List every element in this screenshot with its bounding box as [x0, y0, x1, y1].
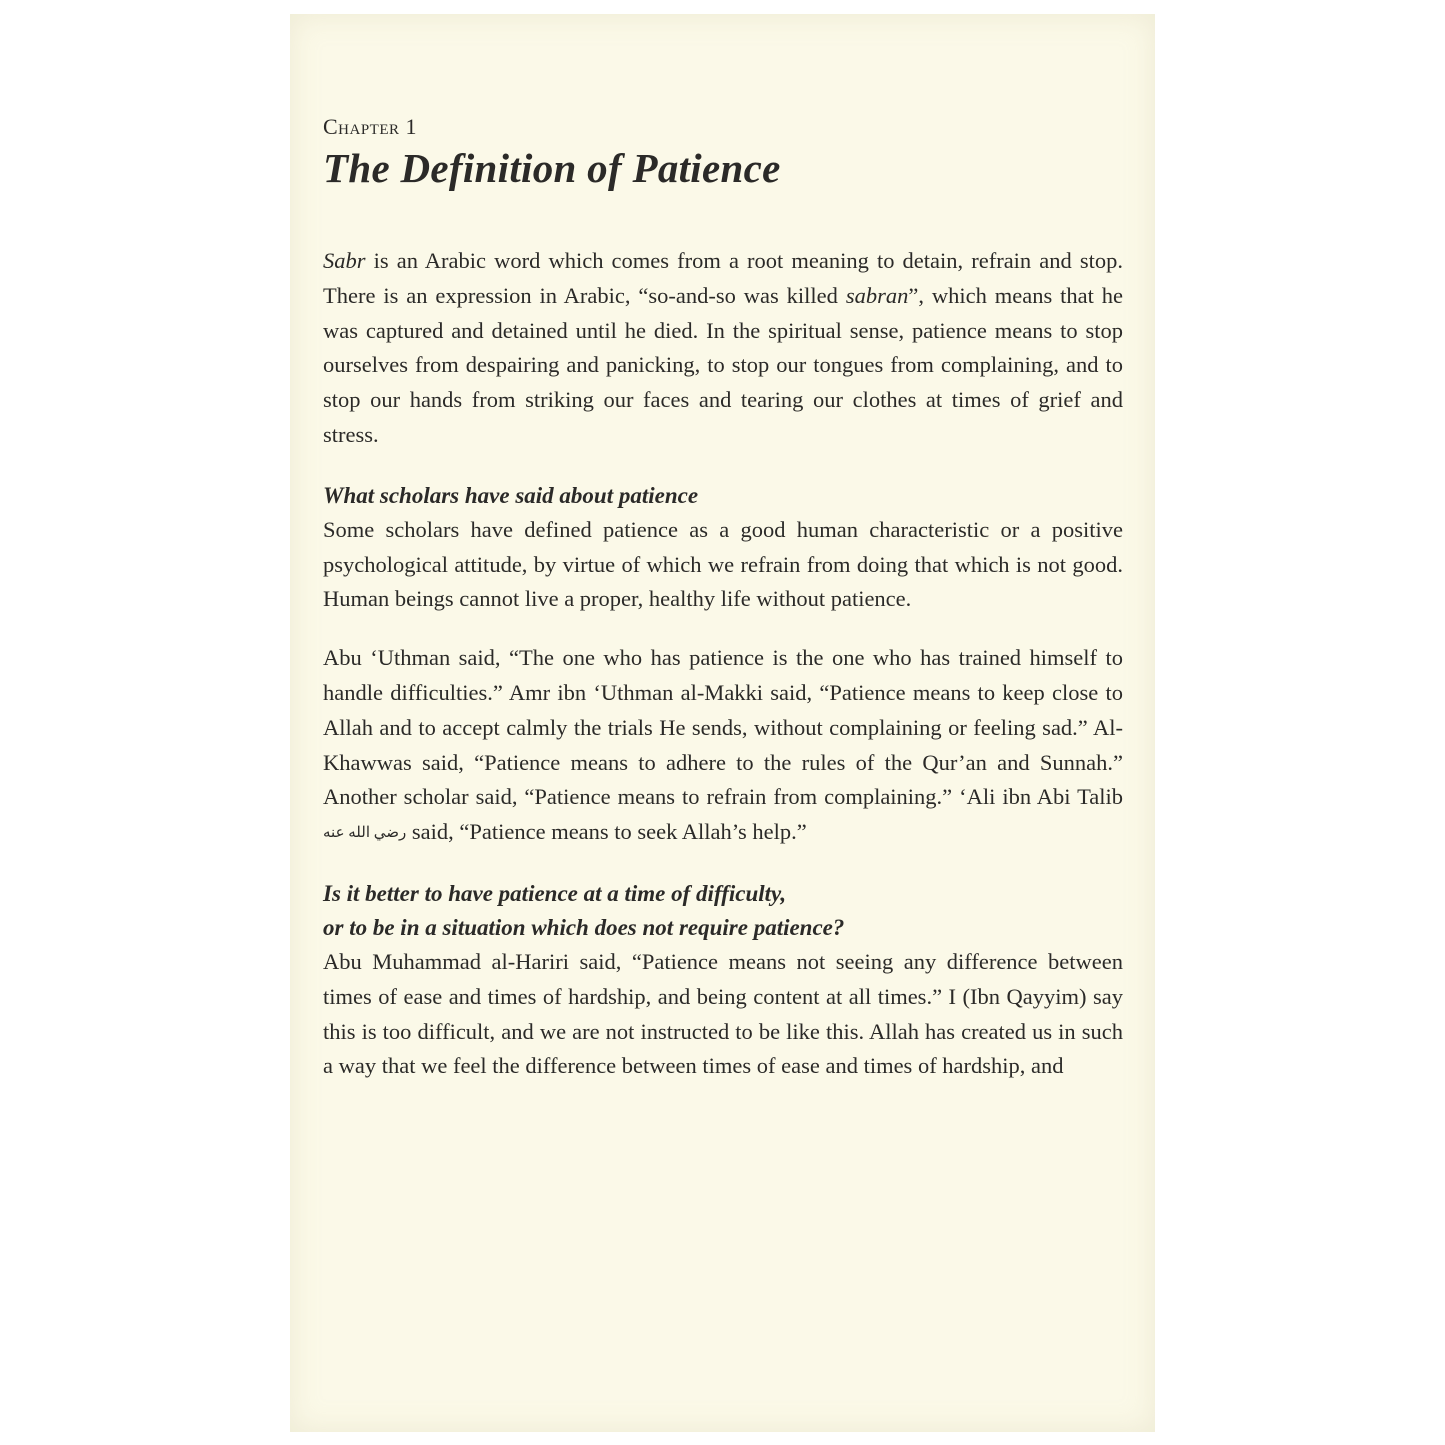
- better-heading-line1: Is it better to have patience at a time of difficulty,: [323, 880, 787, 906]
- better-paragraph: Abu Muhammad al-Hariri said, “Patience means not seeing any difference between times of ease and times of hardship, and being content at all times.” I (Ibn Qayyim) say this is too difficult, and we are not instructed to be like this. Allah has created us in such a way that we feel the difference between times of ease and times of hardship, and: [323, 948, 1123, 1079]
- scholars-heading: What scholars have said about patience: [323, 482, 699, 508]
- term-sabran: sabran: [845, 282, 909, 308]
- scholars-text-b: said, “Patience means to seek Allah’s help.”: [406, 819, 807, 845]
- chapter-label: Chapter 1: [323, 114, 418, 139]
- intro-text-b: ”, which means that he was captured and detained until he died. In the spiritual sense, patience means to stop ourselves from despairing and panicking, to stop our tongues from complaining, and to stop our hands from striking our faces and tearing our clothes at times of grief and stress.: [323, 282, 1123, 447]
- running-head: [290, 44, 1155, 60]
- book-page: [290, 14, 1155, 1432]
- scholars-paragraph-2: [323, 641, 1123, 853]
- page-number: [290, 1388, 1155, 1404]
- intro-text-a: is an Arabic word which comes from a root meaning to detain, refrain and stop. There is an expression in Arabic, “so-and-so was killed: [323, 248, 1123, 308]
- scholars-paragraph-1: Some scholars have defined patience as a good human characteristic or a positive psychological attitude, by virtue of which we refrain from doing that which is not good. Human beings cannot live a proper, healthy life without patience.: [323, 516, 1123, 612]
- scholars-text-a: Abu ‘Uthman said, “The one who has patience is the one who has trained himself to handle difficulties.” Amr ibn ‘Uthman al-Makki said, “Patience means to keep close to Allah and to accept calmly the trials He sends, without complaining or feeling sad.” Al-Khawwas said, “Patience means to adhere to the rules of the Qur’an and Sunnah.” Another scholar said, “Patience means to refrain from complaining.” ‘Ali ibn Abi Talib: [323, 645, 1123, 810]
- term-sabr: Sabr: [323, 248, 366, 273]
- better-heading: [323, 877, 1123, 945]
- honorific-glyph: رضي الله عنه: [323, 825, 407, 842]
- intro-paragraph: [323, 244, 1123, 453]
- better-heading-line2: or to be in a situation which does not require patience?: [323, 914, 845, 940]
- chapter-title: The Definition of Patience: [323, 145, 781, 191]
- page-content: [323, 114, 1123, 1084]
